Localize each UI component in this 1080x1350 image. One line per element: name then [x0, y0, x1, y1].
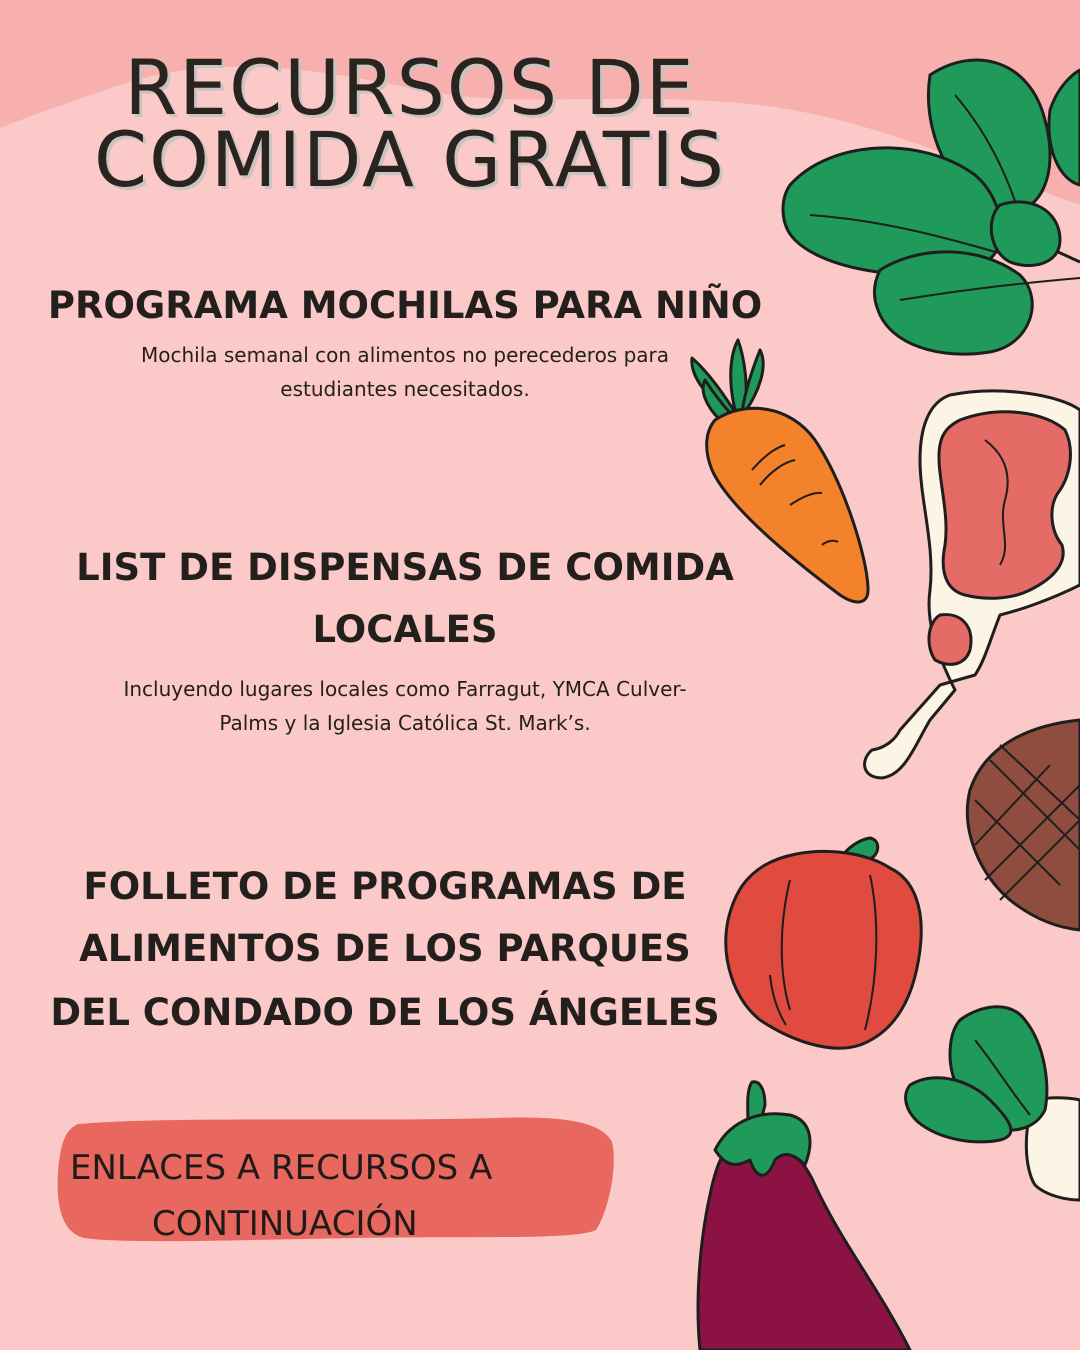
section-heading-folleto-line-1: FOLLETO DE PROGRAMAS DE [83, 865, 687, 908]
section-heading-folleto-line-2: ALIMENTOS DE LOS PARQUES [79, 927, 691, 970]
cta-label-line-2: CONTINUACIÓN [152, 1204, 418, 1244]
section-description-mochilas-line-2: estudiantes necesitados. [280, 377, 530, 401]
page-title-line-2: COMIDA GRATIS [94, 115, 726, 204]
page-title-line-1: RECURSOS DE [124, 43, 696, 132]
resources-links-button[interactable] [56, 1112, 616, 1244]
section-heading-dispensas-line-2: LOCALES [312, 608, 498, 651]
eggplant-icon [698, 1082, 910, 1350]
section-heading-dispensas-line-1: LIST DE DISPENSAS DE COMIDA [76, 546, 734, 589]
section-heading-folleto-line-3: DEL CONDADO DE LOS ÁNGELES [50, 991, 720, 1034]
section-description-dispensas-line-1: Incluyendo lugares locales como Farragut, YMCA Culver- [123, 677, 687, 701]
bok-choy-icon [906, 1007, 1080, 1200]
section-description-dispensas-line-2: Palms y la Iglesia Católica St. Mark’s. [219, 711, 591, 735]
meat-steak-icon [865, 391, 1080, 778]
section-heading-mochilas: PROGRAMA MOCHILAS PARA NIÑO [47, 284, 763, 327]
cta-label-line-1: ENLACES A RECURSOS A [70, 1148, 493, 1188]
bell-pepper-icon [726, 838, 921, 1048]
ham-icon [967, 720, 1080, 930]
section-description-mochilas-line-1: Mochila semanal con alimentos no perecederos para [140, 343, 670, 367]
